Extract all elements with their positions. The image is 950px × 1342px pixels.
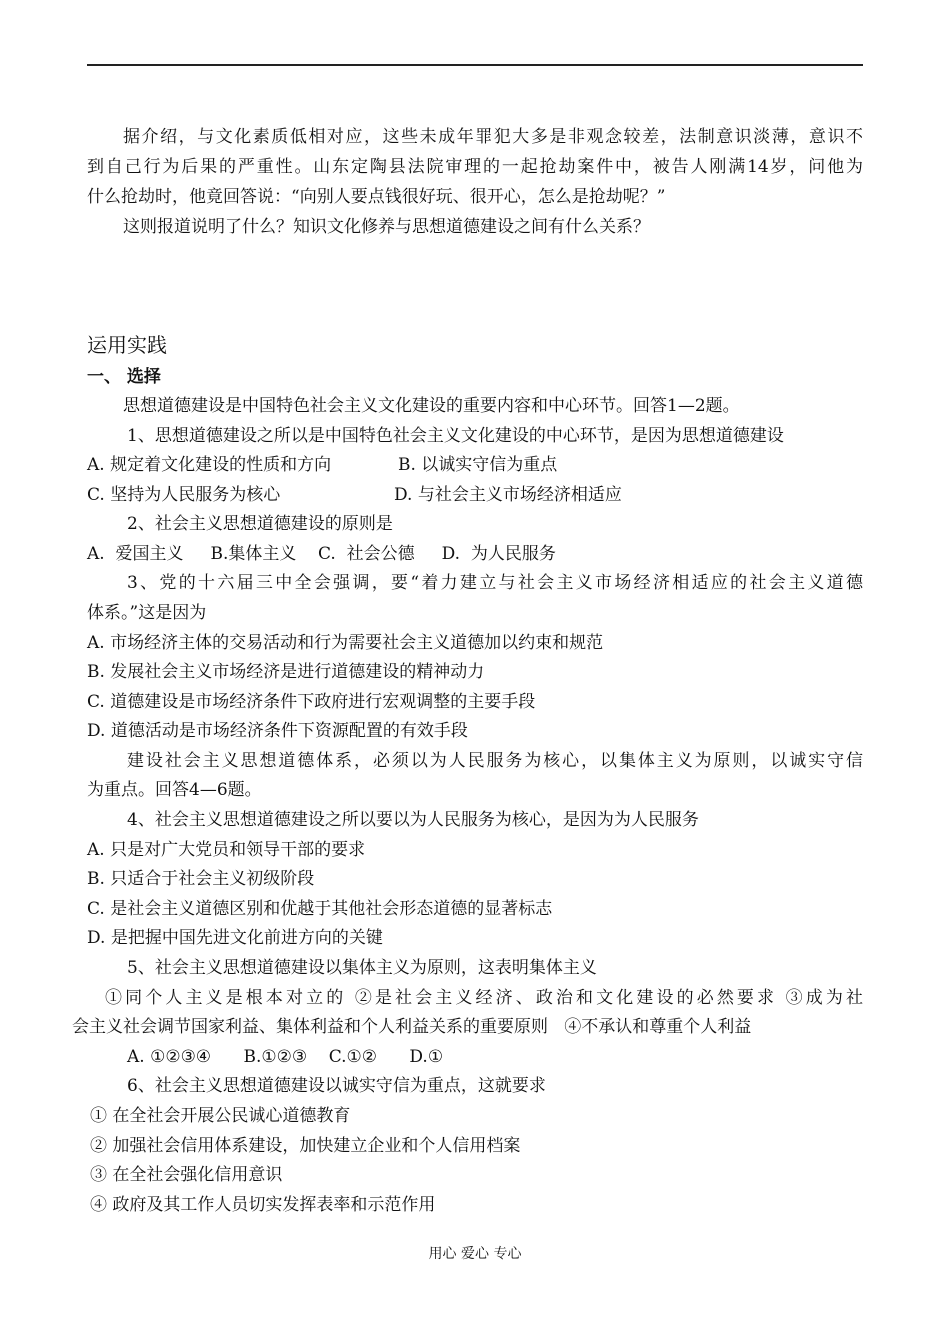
q6-item-1: ① 在全社会开展公民诚心道德教育 (90, 1106, 351, 1126)
q4-option-d: D. 是把握中国先进文化前进方向的关键 (87, 928, 383, 948)
q6-item-2: ② 加强社会信用体系建设，加快建立企业和个人信用档案 (90, 1136, 521, 1156)
page-footer: 用心 爱心 专心 (428, 1246, 522, 1262)
subsection-title: 一、 选择 (87, 367, 161, 387)
q3-stem-line-2: 体系。”这是因为 (87, 603, 207, 623)
q3-option-c: C. 道德建设是市场经济条件下政府进行宏观调整的主要手段 (87, 692, 536, 712)
q3-stem-line-1: 3、党的十六届三中全会强调，要“着力建立与社会主义市场经济相适应的社会主义道德 (127, 573, 863, 593)
q4-stem: 4、社会主义思想道德建设之所以要以为人民服务为核心，是因为为人民服务 (127, 810, 699, 830)
q4-option-b: B. 只适合于社会主义初级阶段 (87, 869, 315, 889)
intro-1: 思想道德建设是中国特色社会主义文化建设的重要内容和中心环节。回答1—2题。 (123, 396, 740, 416)
intro-2-line-2: 为重点。回答4—6题。 (87, 780, 262, 800)
q6-stem: 6、社会主义思想道德建设以诚实守信为重点，这就要求 (127, 1076, 546, 1096)
q1-option-a: A. 规定着文化建设的性质和方向 (87, 455, 332, 475)
intro-2-line-1: 建设社会主义思想道德体系，必须以为人民服务为核心，以集体主义为原则，以诚实守信 (127, 751, 863, 771)
passage-line-1: 据介绍，与文化素质低相对应，这些未成年罪犯大多是非观念较差，法制意识淡薄，意识不 (123, 127, 863, 147)
q4-option-c: C. 是社会主义道德区别和优越于其他社会形态道德的显著标志 (87, 899, 553, 919)
q6-item-3: ③ 在全社会强化信用意识 (90, 1165, 283, 1185)
q3-option-b: B. 发展社会主义市场经济是进行道德建设的精神动力 (87, 662, 485, 682)
q2-stem: 2、社会主义思想道德建设的原则是 (127, 514, 393, 534)
q5-stem: 5、社会主义思想道德建设以集体主义为原则，这表明集体主义 (127, 958, 597, 978)
passage-question: 这则报道说明了什么？知识文化修养与思想道德建设之间有什么关系？ (123, 217, 650, 237)
q1-option-c: C. 坚持为人民服务为核心 (87, 485, 281, 505)
q5-body-line-1: ①同个人主义是根本对立的 ②是社会主义经济、政治和文化建设的必然要求 ③成为社 (105, 988, 863, 1008)
q5-body-line-2: 会主义社会调节国家利益、集体利益和个人利益关系的重要原则 ④不承认和尊重个人利益 (72, 1017, 752, 1037)
passage-line-2: 到自己行为后果的严重性。山东定陶县法院审理的一起抢劫案件中，被告人刚满14岁，问他为 (87, 157, 863, 177)
q3-option-d: D. 道德活动是市场经济条件下资源配置的有效手段 (87, 721, 468, 741)
q1-option-d: D. 与社会主义市场经济相适应 (394, 485, 622, 505)
q2-options: A. 爱国主义 B.集体主义 C. 社会公德 D. 为人民服务 (87, 544, 556, 564)
q5-options: A. ①②③④ B.①②③ C.①② D.① (127, 1047, 444, 1067)
header-rule (87, 64, 863, 66)
section-title: 运用实践 (87, 333, 167, 357)
passage-line-3: 什么抢劫时，他竟回答说：“向别人要点钱很好玩、很开心，怎么是抢劫呢？” (87, 187, 666, 207)
q3-option-a: A. 市场经济主体的交易活动和行为需要社会主义道德加以约束和规范 (87, 633, 604, 653)
q1-stem: 1、思想道德建设之所以是中国特色社会主义文化建设的中心环节，是因为思想道德建设 (127, 426, 784, 446)
q4-option-a: A. 只是对广大党员和领导干部的要求 (87, 840, 366, 860)
q1-option-b: B. 以诚实守信为重点 (398, 455, 558, 475)
q6-item-4: ④ 政府及其工作人员切实发挥表率和示范作用 (90, 1195, 436, 1215)
